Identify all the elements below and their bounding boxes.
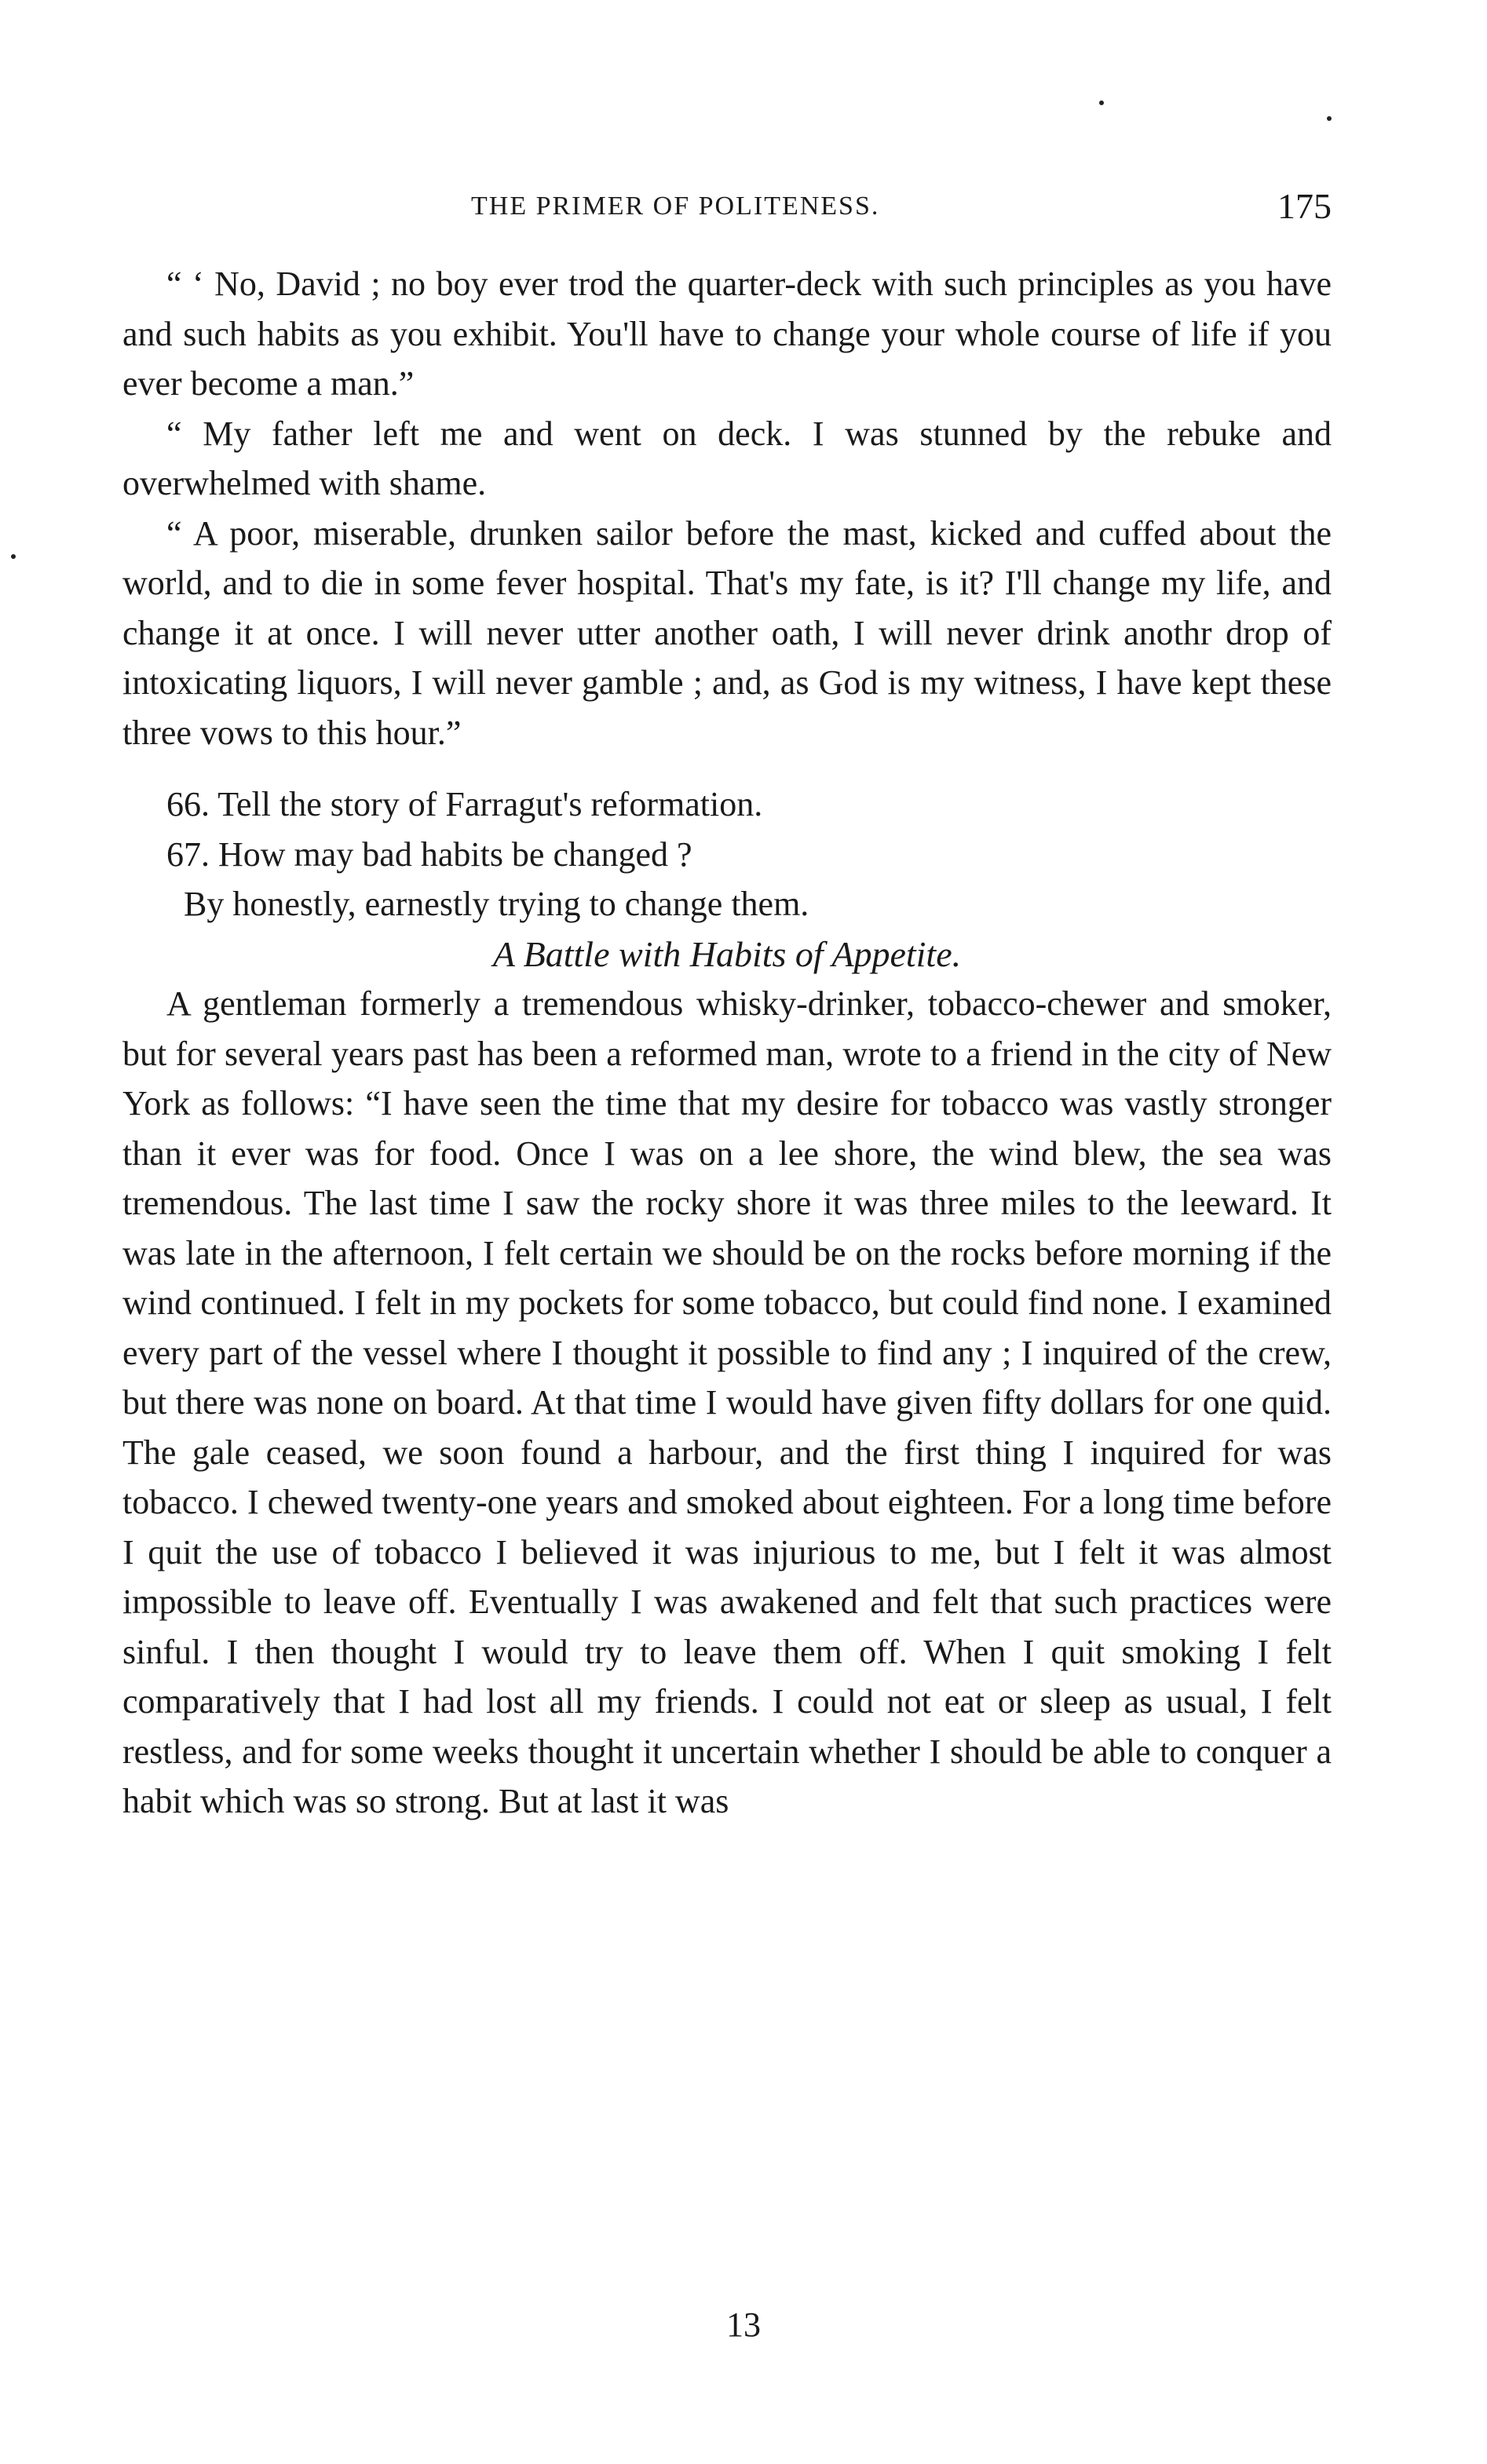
- question-66: 66. Tell the story of Farragut's reformation.: [166, 785, 763, 823]
- speck: [11, 554, 16, 559]
- page-body: [122, 259, 1332, 1827]
- paragraph-rebuke: “ ‘ No, David ; no boy ever trod the quarter-deck with such principles as you have and such habits as you exhibit. You'll have to change your whole course of life if you ever become a man.”: [122, 265, 1332, 403]
- paragraph-vows: “ A poor, miserable, drunken sailor before the mast, kicked and cuffed about the world, and to die in some fever hospital. That's my fate, is it? I'll change my life, and change it at once. I will never utter another oath, I will never drink anothr drop of intoxicating liquors, I will never gamble ; and, as God is my witness, I have kept these three vows to this hour.”: [122, 513, 1332, 752]
- question-67: 67. How may bad habits be changed ?: [166, 834, 692, 874]
- paragraph-battle: A gentleman formerly a tremendous whisky-drinker, tobacco-chewer and smoker, but for several years past has been a reformed man, wrote to a friend in the city of New York as follows: “I have seen the time that my desire for tobacco was vastly stronger than it ever was for food. Once I was on a lee shore, the wind blew, the sea was tremendous. The last time I saw the rocky shore it was three miles to the leeward. It was late in the afternoon, I felt certain we should be on the rocks before morning if the wind continued. I felt in my pockets for some tobacco, but could find none. I examined every part of the vessel where I thought it possible to find any ; I inquired of the crew, but there was none on board. At that time I would have given fifty dollars for one quid. The gale ceased, we soon found a harbour, and the first thing I inquired for was tobacco. I chewed twenty-one years and smoked about eighteen. For a long time before I quit the use of tobacco I believed it was injurious to me, but I felt it was almost impossible to leave off. Eventually I was awakened and felt that such practices were sinful. I then thought I would try to leave them off. When I quit smoking I felt comparatively that I had lost all my friends. I could not eat or sleep as usual, I felt restless, and for some weeks thought it uncertain whether I should be able to conquer a habit which was so strong. But at last it was: [122, 984, 1332, 1820]
- answer-67: By honestly, earnestly trying to change them.: [184, 885, 809, 923]
- speck: [1327, 116, 1332, 121]
- page-number: 175: [1277, 186, 1332, 226]
- section-title: A Battle with Habits of Appetite.: [492, 933, 962, 974]
- paragraph-stunned: “ My father left me and went on deck. I was stunned by the rebuke and overwhelmed with shame.: [122, 414, 1332, 502]
- running-header: [471, 185, 1332, 240]
- speck: [1099, 100, 1104, 105]
- signature-mark: 13: [726, 2305, 761, 2344]
- running-title: THE PRIMER OF POLITENESS.: [471, 192, 880, 221]
